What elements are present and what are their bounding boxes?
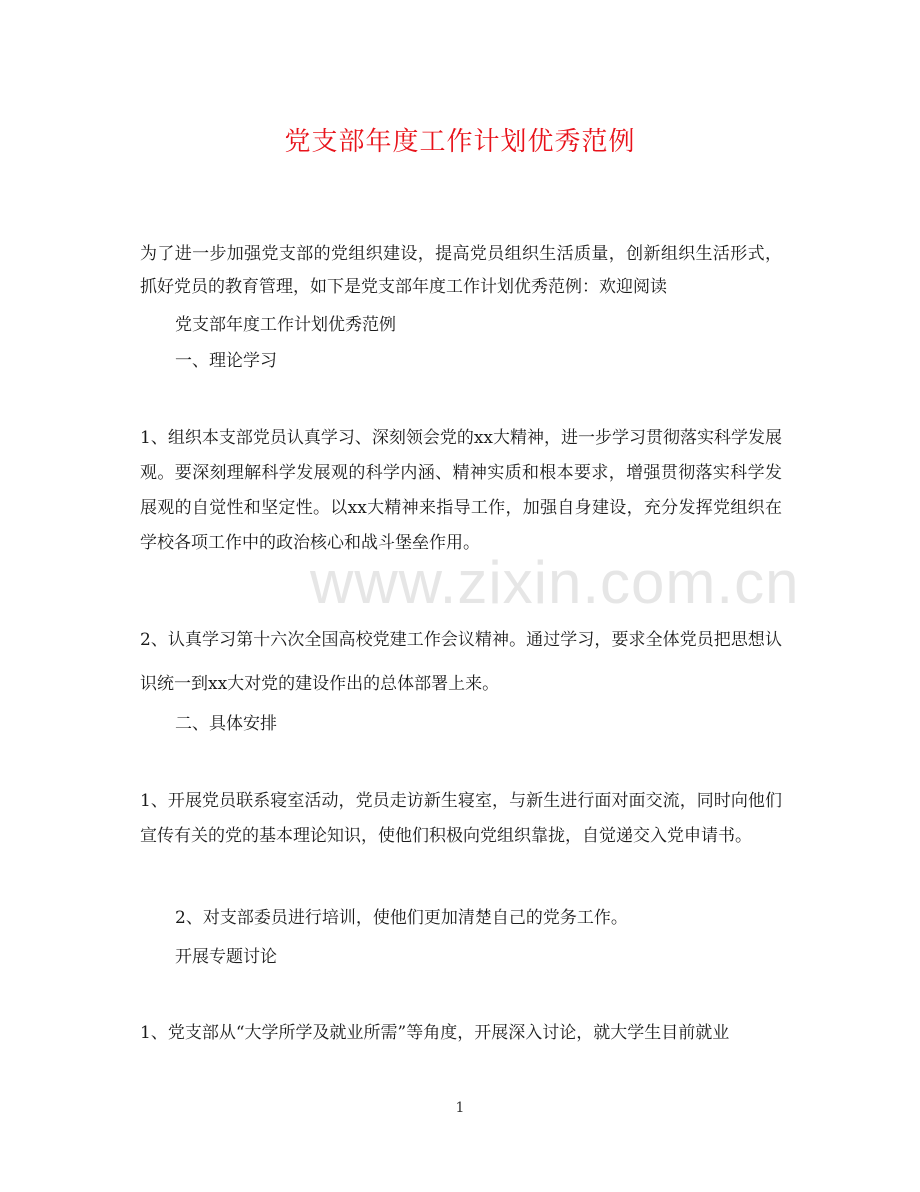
section-heading-discussion: 开展专题讨论: [175, 947, 277, 967]
subtitle: 党支部年度工作计划优秀范例: [175, 315, 396, 335]
paragraph-theory-1: 1、组织本支部党员认真学习、深刻领会党的xx大精神，进一步学习贯彻落实科学发展观。要深刻理解科学发展观的科学内涵、精神实质和根本要求，增强贯彻落实科学发展观的自觉性和坚定性。以xx大精神来指导工作，加强自身建设，充分发挥党组织在学校各项工作中的政治核心和战斗堡垒作用。: [140, 428, 782, 553]
paragraph-arrangement-1: 1、开展党员联系寝室活动，党员走访新生寝室，与新生进行面对面交流，同时向他们宣传有关的党的基本理论知识，使他们积极向党组织靠拢，自觉递交入党申请书。: [140, 791, 782, 846]
page-number: 1: [455, 1100, 465, 1116]
section-heading-arrangement: 二、具体安排: [175, 714, 277, 734]
document-title: 党支部年度工作计划优秀范例: [284, 127, 636, 157]
paragraph-arrangement-2: 2、对支部委员进行培训，使他们更加清楚自己的党务工作。: [175, 908, 628, 928]
paragraph-theory-2: 2、认真学习第十六次全国高校党建工作会议精神。通过学习，要求全体党员把思想认识统一到xx大对党的建设作出的总体部署上来。: [140, 630, 782, 694]
paragraph-discussion-1: 1、党支部从“大学所学及就业所需”等角度，开展深入讨论，就大学生目前就业: [140, 1023, 730, 1043]
watermark: www.zixin.com.cn: [310, 549, 800, 616]
intro-paragraph: 为了进一步加强党支部的党组织建设，提高党员组织生活质量，创新组织生活形式，抓好党员的教育管理，如下是党支部年度工作计划优秀范例：欢迎阅读: [140, 244, 782, 297]
section-heading-theory: 一、理论学习: [175, 351, 277, 371]
